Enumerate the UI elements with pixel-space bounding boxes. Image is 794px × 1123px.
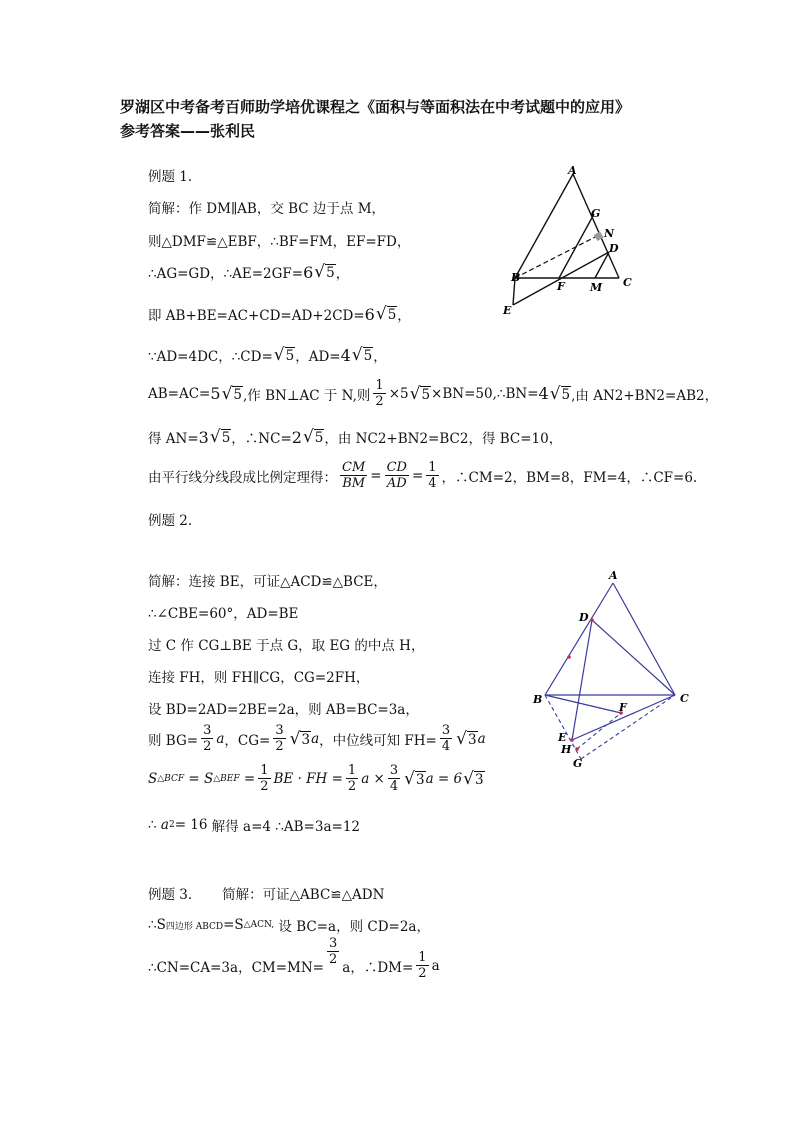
ex1-line-1: 简解：作 DM∥AB，交 BC 边于点 M， — [148, 201, 386, 217]
document-title — [120, 95, 630, 143]
ex1-line-6: AB=AC= 5 √ 5 ,作 BN⊥AC 于 N,则 $\frac{1}{2}$ × 5 √ 5 ×BN=50,∴BN= 4 √ 5 ,由 AN2+BN2=AB2， — [148, 378, 719, 409]
label-G: G — [591, 207, 601, 220]
label-H: H — [561, 743, 572, 756]
ex3-line-1: 例题 3. 简解：可证△ABC≌△ADN — [148, 887, 385, 903]
ex2-line-7-area-formula: S △BCF = S △BEF = $\frac{1}{2}$ BE · FH = $\frac{1}{2}$ a × $\frac{3}{4}$ √ 3 a = 6 √ 3 — [148, 763, 484, 794]
label-D: D — [609, 242, 619, 255]
sqrt: √ 5 — [314, 262, 335, 282]
ex1-line-3: ∴AG=GD，∴AE=2GF= 6 √ 5 ， — [148, 262, 350, 282]
label-N: N — [604, 227, 615, 240]
label-M: M — [590, 281, 603, 294]
ex2-line-6: 则 BG= $\frac{3}{2}$ a ，CG= $\frac{3}{2}$ √ 3 a ，中位线可知 FH= $\frac{3}{4}$ √ 3 a — [148, 723, 486, 754]
label-D: D — [579, 611, 589, 624]
label-A: A — [568, 164, 577, 177]
ex2-line-5: 设 BD=2AD=2BE=2a，则 AB=BC=3a， — [148, 702, 419, 718]
ex2-line-8: ∴ a 2 = 16 解得 a=4 ∴AB=3a=12 — [148, 817, 360, 835]
ex1-line-4: 即 AB+BE=AC+CD=AD+2CD= 6 √ 5 ， — [148, 304, 411, 324]
ex3-line-3: ∴CN=CA=3a，CM=MN= $\frac{3}{2}$ a，∴DM= $\frac{1}{2}$ a — [148, 936, 440, 981]
label-G: G — [573, 757, 583, 770]
title-line-1: 罗湖区中考备考百师助学培优课程之《面积与等面积法在中考试题中的应用》 — [120, 98, 631, 116]
ex1-line-8: 由平行线分线段成比例定理得： $\frac{CM}{BM}$ = $\frac{CD}{AD}$ = $\frac{1}{4}$ ，∴CM=2，BM=8，FM=4，∴CF=6. — [148, 460, 698, 491]
figure-1-triangle-diagram — [495, 160, 645, 320]
ex2-line-4: 连接 FH，则 FH∥CG，CG=2FH， — [148, 670, 370, 686]
ex1-line-7: 得 AN= 3 √ 5 ，∴NC= 2 √ 5 ，由 NC2+BN2=BC2，得 BC=10， — [148, 427, 563, 447]
label-B: B — [533, 693, 543, 706]
label-A: A — [609, 569, 618, 582]
label-C: C — [680, 692, 689, 705]
fraction: $\frac{1}{2}$ — [375, 378, 384, 409]
ex1-line-2: 则△DMF≌△EBF，∴BF=FM，EF=FD， — [148, 234, 411, 250]
label-C: C — [623, 276, 632, 289]
ex1-heading: 例题 1. — [148, 169, 193, 185]
ex2-line-1: 简解：连接 BE，可证△ACD≌△BCE， — [148, 574, 387, 590]
label-B: B — [511, 271, 521, 284]
title-line-2: 参考答案——张利民 — [120, 122, 256, 140]
ex3-line-2: ∴S 四边形 ABCD =S △ACN, 设 BC=a，则 CD=2a， — [148, 917, 430, 935]
ex2-line-2: ∴∠CBE=60°，AD=BE — [148, 606, 299, 622]
label-F: F — [619, 701, 627, 714]
label-E: E — [503, 304, 512, 317]
ex2-line-3: 过 C 作 CG⊥BE 于点 G，取 EG 的中点 H， — [148, 638, 425, 654]
label-E: E — [558, 731, 567, 744]
ex1-line-5: ∵AD=4DC，∴CD= √ 5 ，AD= 4 √ 5 ， — [148, 345, 387, 365]
ex2-heading: 例题 2. — [148, 513, 193, 529]
label-F: F — [557, 280, 565, 293]
figure-2-triangle-diagram — [525, 565, 700, 770]
